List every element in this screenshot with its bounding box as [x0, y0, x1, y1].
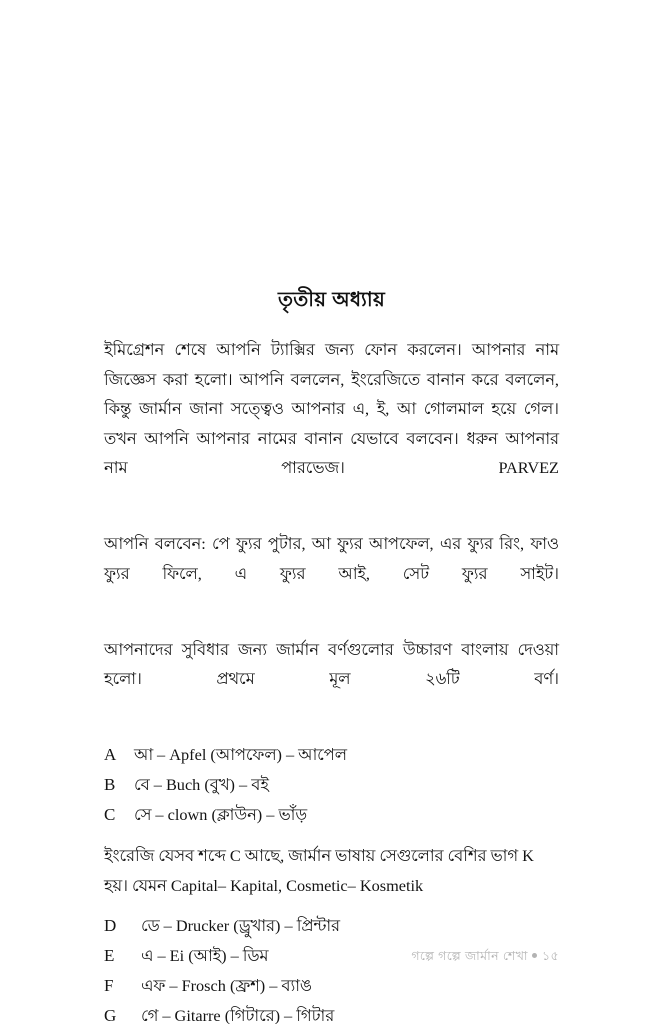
alphabet-entry-text: আ – Apfel (আপফেল) – আপেল — [134, 745, 347, 764]
chapter-title: তৃতীয় অধ্যায় — [277, 289, 386, 311]
paragraph-pronunciation-intro: আপনাদের সুবিধার জন্য জার্মান বর্ণগুলোর উচ্চারণ বাংলায় দেওয়া হলো। প্রথমে মূল ২৬টি বর্ণ। — [104, 639, 559, 688]
alphabet-entry-text: গে – Gitarre (গিটারে) – গিটার — [141, 1006, 335, 1024]
alphabet-row — [104, 800, 559, 830]
alphabet-row — [104, 911, 559, 941]
paragraph-intro: ইমিগ্রেশন শেষে আপনি ট্যাক্সির জন্য ফোন করলেন। আপনার নাম জিজ্ঞেস করা হলো। আপনি বললেন, ইংরেজিতে বানান করে বললেন, কিন্তু জার্মান জানা সত্ত্বেও আপনার এ, ই, আ গোলমাল হয়ে গেল। তখন আপনি আপনার নামের বানান যেভাবে বলবেন। ধরুন আপনার নাম পারভেজ। PARVEZ — [104, 340, 559, 477]
page-content — [104, 288, 559, 1024]
alphabet-entry-text: বে – Buch (বুখ) – বই — [134, 775, 269, 794]
paragraph-spelling-example: আপনি বলবেন: পে ফ্যুর পুটার, আ ফ্যুর আপফেল, এর ফ্যুর রিং, ফাও ফ্যুর ফিলে, এ ফ্যুর আই, সেট ফ্যুর সাইট। — [104, 534, 559, 583]
footer-book-title: গল্পে গল্পে জার্মান শেখা — [411, 949, 528, 963]
alphabet-letter: A — [104, 745, 117, 764]
alphabet-row — [104, 770, 559, 800]
spacer — [104, 830, 559, 835]
alphabet-letter: B — [104, 775, 116, 794]
alphabet-letter: G — [104, 1006, 117, 1024]
alphabet-entry-text: এফ – Frosch (ফ্রশ) – ব্যাঙ — [141, 976, 312, 995]
paragraph-c-to-k-note: ইংরেজি যেসব শব্দে C আছে, জার্মান ভাষায় সেগুলোর বেশির ভাগ K হয়। যেমন Capital– Kapital, Cosmetic– Kosmetik — [104, 846, 534, 895]
alphabet-letter: F — [104, 976, 114, 995]
page-number: ১৫ — [541, 949, 559, 963]
page-footer — [0, 948, 663, 968]
bullet-separator-icon — [532, 953, 537, 958]
alphabet-letter: E — [104, 946, 115, 965]
alphabet-entry-text: সে – clown (ক্লাউন) – ভাঁড় — [134, 805, 307, 824]
alphabet-row — [104, 740, 559, 770]
alphabet-letter: D — [104, 916, 117, 935]
alphabet-row — [104, 1001, 559, 1024]
alphabet-entry-text: ডে – Drucker (ড্রুখার) – প্রিন্টার — [141, 916, 341, 935]
alphabet-letter: C — [104, 805, 116, 824]
alphabet-entry-text: এ – Ei (আই) – ডিম — [141, 946, 269, 965]
alphabet-list-group-1 — [104, 740, 559, 830]
alphabet-row — [104, 971, 559, 1001]
